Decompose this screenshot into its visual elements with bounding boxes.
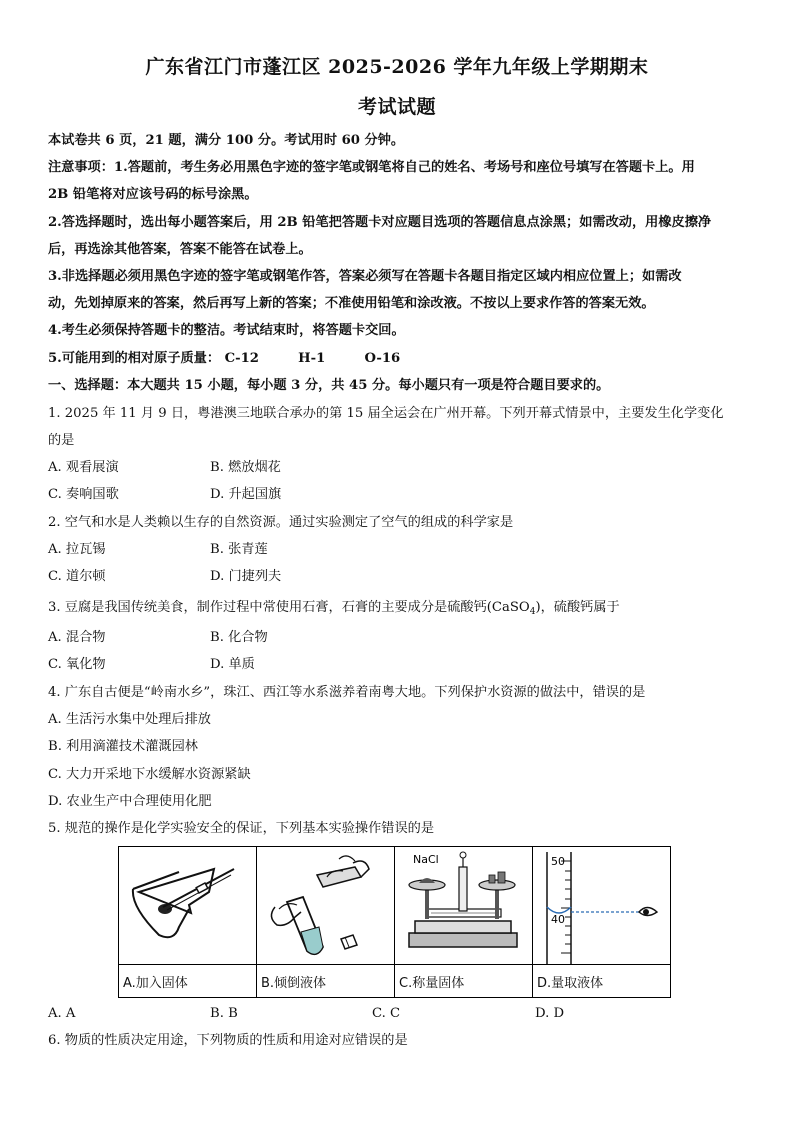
- atomic-mass-o: O-16: [364, 351, 401, 366]
- graduated-cylinder-figure: [533, 847, 670, 964]
- q2-option-d: D. 门捷列夫: [210, 569, 282, 584]
- tick-label-40: 40: [551, 913, 565, 926]
- q5-operations-table: [118, 846, 671, 998]
- note-line-3: 2.答选择题时，选出每小题答案后，用 2B 铅笔把答题卡对应题目选项的答题信息点涂黑；如需改动，用橡皮擦净: [48, 215, 712, 230]
- q3-option-d: D. 单质: [210, 657, 255, 672]
- note-line-7: 4.考生必须保持答题卡的整洁。考试结束时，将答题卡交回。: [48, 323, 405, 338]
- q5-figure-b-cell: [257, 847, 395, 965]
- q6-stem: 6. 物质的性质决定用途，下列物质的性质和用途对应错误的是: [48, 1033, 408, 1048]
- note-line-4: 后，再选涂其他答案，答案不能答在试卷上。: [48, 242, 312, 257]
- q4-stem: 4. 广东自古便是“岭南水乡”，珠江、西江等水系滋养着南粤大地。下列保护水资源的做法中，错误的是: [48, 685, 646, 700]
- note-line-5: 3.非选择题必须用黑色字迹的签字笔或钢笔作答，答案必须写在答题卡各题目指定区域内相应位置上；如需改: [48, 269, 682, 284]
- flask-adding-solid-figure: [119, 847, 256, 964]
- q1-stem-line-1: 1. 2025 年 11 月 9 日，粤港澳三地联合承办的第 15 届全运会在广州开幕。下列开幕式情景中，主要发生化学变化: [48, 406, 724, 421]
- note-line-6: 动，先划掉原来的答案，然后再写上新的答案；不准使用铅笔和涂改液。不按以上要求作答的答案无效。: [48, 296, 655, 311]
- q3-stem-post: )，硫酸钙属于: [535, 600, 620, 615]
- nacl-label: NaCl: [413, 853, 439, 866]
- q3-formula-subscript: 4: [529, 607, 536, 617]
- atomic-mass-h: H-1: [298, 351, 326, 366]
- q3-formula: CaSO: [491, 600, 530, 615]
- q1-option-d: D. 升起国旗: [210, 487, 282, 502]
- q3-stem-pre: 3. 豆腐是我国传统美食，制作过程中常使用石膏，石膏的主要成分是硫酸钙(: [48, 600, 492, 615]
- section-heading: 一、选择题：本大题共 15 小题，每小题 3 分，共 45 分。每小题只有一项是符合题目要求的。: [48, 378, 610, 393]
- q2-stem: 2. 空气和水是人类赖以生存的自然资源。通过实验测定了空气的组成的科学家是: [48, 515, 514, 530]
- q5-caption-d: D.量取液体: [533, 965, 671, 998]
- q1-option-b: B. 燃放烟花: [210, 460, 281, 475]
- q5-option-d: D. D: [535, 1006, 565, 1021]
- q2-option-a: A. 拉瓦锡: [48, 542, 106, 557]
- exam-intro: 本试卷共 6 页，21 题，满分 100 分。考试用时 60 分钟。: [48, 133, 405, 148]
- note-line-2: 2B 铅笔将对应该号码的标号涂黑。: [48, 187, 258, 202]
- tick-label-50: 50: [551, 855, 565, 868]
- q5-figure-d-cell: [533, 847, 671, 965]
- balance-weighing-figure: [395, 847, 532, 964]
- q5-caption-a: A.加入固体: [119, 965, 257, 998]
- q4-option-a: A. 生活污水集中处理后排放: [48, 712, 211, 727]
- q5-option-b: B. B: [210, 1006, 238, 1021]
- pouring-liquid-figure: [257, 847, 394, 964]
- q5-option-a: A. A: [48, 1006, 76, 1021]
- q4-option-b: B. 利用滴灌技术灌溉园林: [48, 739, 198, 754]
- atomic-mass-label: 5.可能用到的相对原子质量：: [48, 351, 221, 366]
- q4-option-c: C. 大力开采地下水缓解水资源紧缺: [48, 767, 251, 782]
- q1-option-a: A. 观看展演: [48, 460, 119, 475]
- q3-option-a: A. 混合物: [48, 630, 106, 645]
- q5-figure-a-cell: [119, 847, 257, 965]
- q1-stem-line-2: 的是: [48, 433, 75, 448]
- atomic-mass-line: [48, 350, 400, 368]
- q2-option-c: C. 道尔顿: [48, 569, 106, 584]
- exam-title: 广东省江门市蓬江区 2025-2026 学年九年级上学期期末: [145, 56, 649, 78]
- q3-option-b: B. 化合物: [210, 630, 268, 645]
- note-line-1: 注意事项：1.答题前，考生务必用黑色字迹的签字笔或钢笔将自己的姓名、考场号和座位号填写在答题卡上。用: [48, 160, 695, 175]
- q5-caption-c: C.称量固体: [395, 965, 533, 998]
- q4-option-d: D. 农业生产中合理使用化肥: [48, 794, 212, 809]
- q1-option-c: C. 奏响国歌: [48, 487, 119, 502]
- q3-option-c: C. 氧化物: [48, 657, 106, 672]
- q5-stem: 5. 规范的操作是化学实验安全的保证，下列基本实验操作错误的是: [48, 821, 435, 836]
- q2-option-b: B. 张青莲: [210, 542, 268, 557]
- q5-figure-c-cell: [395, 847, 533, 965]
- q3-stem: [48, 599, 620, 621]
- q5-option-c: C. C: [372, 1006, 401, 1021]
- exam-subtitle: 考试试题: [357, 96, 436, 118]
- atomic-mass-c: C-12: [224, 351, 259, 366]
- q5-caption-b: B.倾倒液体: [257, 965, 395, 998]
